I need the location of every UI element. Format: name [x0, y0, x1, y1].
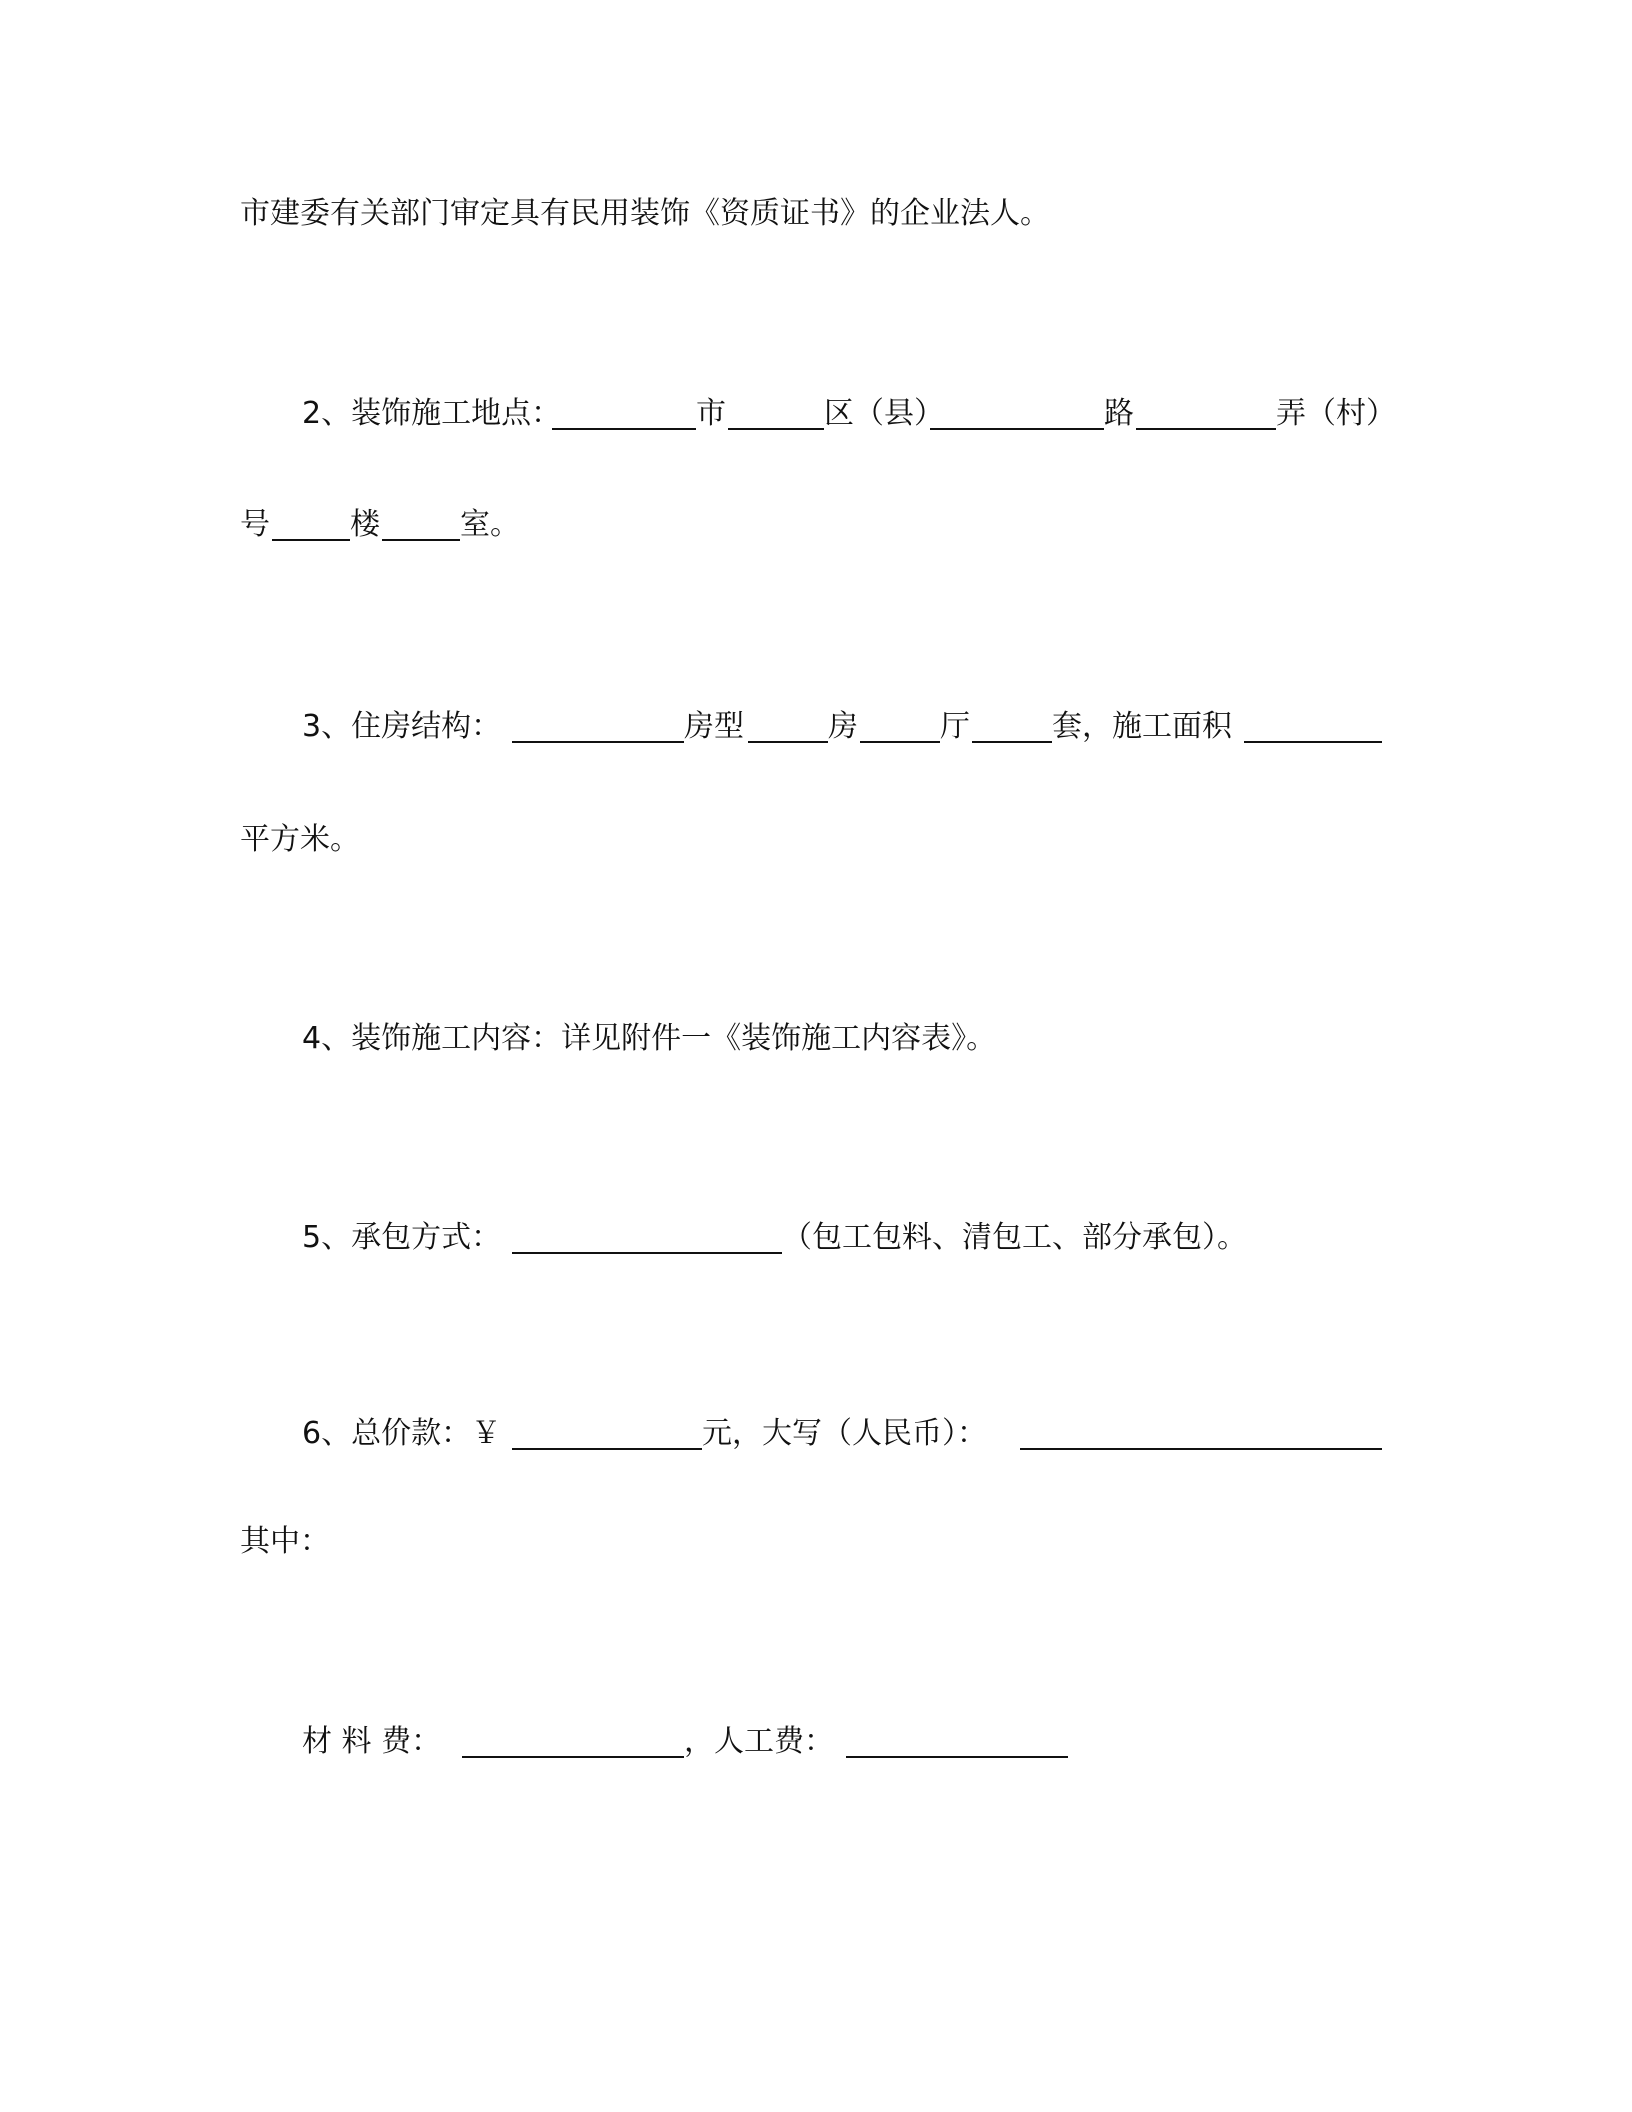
item-3-label: 3、住房结构：: [302, 709, 502, 744]
blank-sets[interactable]: [972, 741, 1052, 743]
blank-room[interactable]: [382, 539, 460, 541]
qualification-text: 市建委有关部门审定具有民用装饰《资质证书》的企业法人。: [240, 196, 1050, 231]
ting-text: 厅: [940, 709, 970, 744]
blank-rooms[interactable]: [748, 741, 828, 743]
blank-district[interactable]: [728, 428, 824, 430]
blank-road[interactable]: [930, 428, 1104, 430]
blank-city[interactable]: [552, 428, 696, 430]
blank-building[interactable]: [272, 539, 350, 541]
fees-line: [0, 1712, 1632, 1772]
item-5-label: 5、承包方式：: [302, 1220, 502, 1255]
item-6-line: [0, 1404, 1632, 1464]
labor-fee-label: ，人工费：: [684, 1724, 834, 1759]
building-text: 楼: [350, 507, 380, 542]
district-text: 区（县）: [824, 396, 944, 431]
blank-halls[interactable]: [860, 741, 940, 743]
item-3-line-2: [0, 810, 1632, 870]
blank-structure[interactable]: [512, 741, 684, 743]
blank-contract-mode[interactable]: [512, 1252, 782, 1254]
blank-total-amount[interactable]: [512, 1448, 702, 1450]
lane-text: 弄（村）: [1276, 396, 1396, 431]
item-6-label: 6、总价款：￥: [302, 1416, 502, 1451]
blank-labor-fee[interactable]: [846, 1756, 1068, 1758]
item-3-line: [0, 697, 1632, 757]
item-6-line-2: [0, 1512, 1632, 1572]
item-4-line: [0, 1009, 1632, 1069]
contract-options-text: （包工包料、清包工、部分承包）。: [782, 1220, 1247, 1255]
material-fee-label: 材 料 费：: [302, 1724, 442, 1759]
item-2-line: [0, 384, 1632, 444]
road-text: 路: [1104, 396, 1134, 431]
blank-area[interactable]: [1244, 741, 1382, 743]
tao-text: 套，施工面积: [1052, 709, 1232, 744]
yuan-text: 元，大写（人民币）：: [702, 1416, 987, 1451]
item-2-label: 2、装饰施工地点：: [302, 396, 562, 431]
room-text: 室。: [460, 507, 520, 542]
blank-amount-words[interactable]: [1020, 1448, 1382, 1450]
item-2-line-2: [0, 495, 1632, 555]
city-text: 市: [696, 396, 726, 431]
item-4-text: 4、装饰施工内容：详见附件一《装饰施工内容表》。: [302, 1021, 997, 1056]
fang-text: 房: [828, 709, 858, 744]
blank-lane[interactable]: [1136, 428, 1276, 430]
among-text: 其中：: [240, 1524, 330, 1559]
unit-text: 平方米。: [240, 822, 360, 857]
type-text: 房型: [684, 709, 744, 744]
number-text: 号: [240, 507, 270, 542]
item-5-line: [0, 1208, 1632, 1268]
blank-material-fee[interactable]: [462, 1756, 684, 1758]
text-line-qualification: [0, 184, 1632, 244]
